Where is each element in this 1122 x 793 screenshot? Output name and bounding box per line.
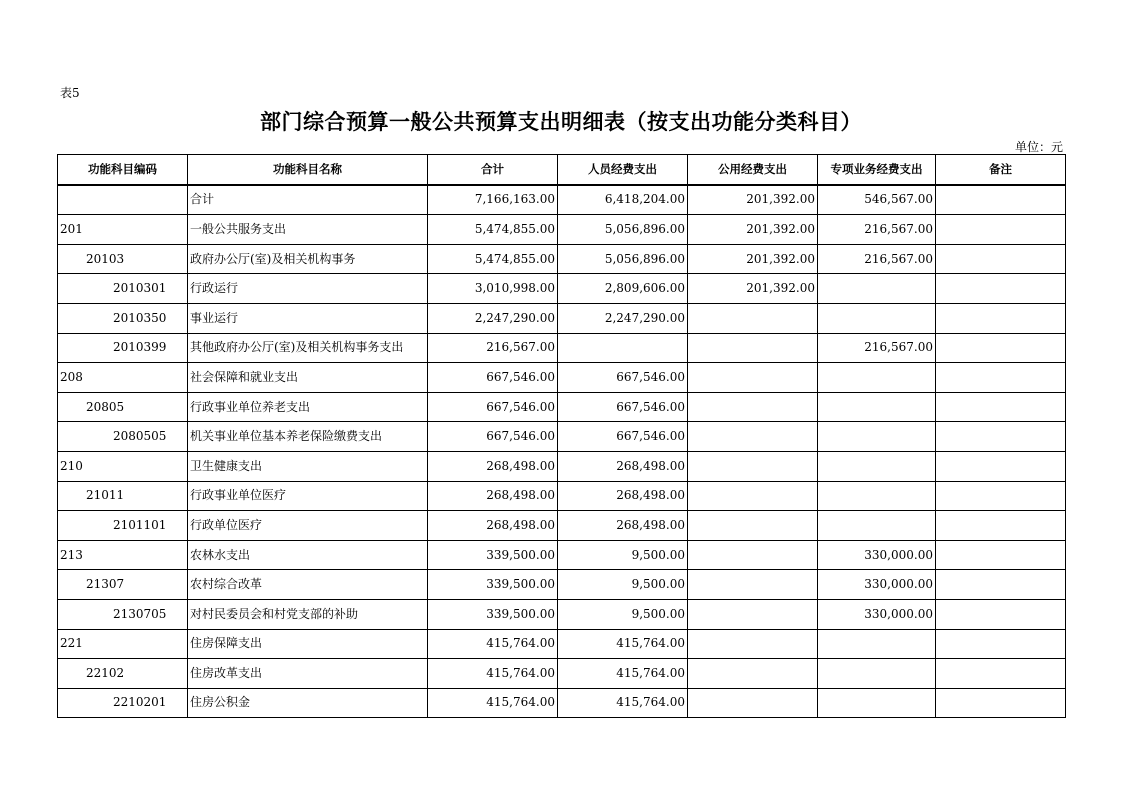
cell-remark (936, 215, 1066, 245)
cell-public (688, 333, 818, 363)
cell-personnel: 667,546.00 (558, 392, 688, 422)
cell-total: 5,474,855.00 (428, 215, 558, 245)
cell-name: 住房改革支出 (188, 659, 428, 689)
header-public: 公用经费支出 (688, 155, 818, 185)
cell-personnel: 667,546.00 (558, 363, 688, 393)
cell-personnel: 667,546.00 (558, 422, 688, 452)
cell-remark (936, 333, 1066, 363)
table-row (58, 570, 1066, 600)
cell-public: 201,392.00 (688, 274, 818, 304)
cell-total: 216,567.00 (428, 333, 558, 363)
cell-remark (936, 540, 1066, 570)
table-row (58, 688, 1066, 718)
cell-remark (936, 481, 1066, 511)
cell-special (818, 422, 936, 452)
cell-name: 行政事业单位医疗 (188, 481, 428, 511)
cell-personnel: 415,764.00 (558, 629, 688, 659)
cell-total: 339,500.00 (428, 540, 558, 570)
cell-code: 21011 (58, 481, 188, 511)
cell-special (818, 511, 936, 541)
cell-code: 2210201 (58, 688, 188, 718)
table-row (58, 363, 1066, 393)
header-code: 功能科目编码 (58, 155, 188, 185)
cell-remark (936, 392, 1066, 422)
cell-remark (936, 244, 1066, 274)
cell-personnel: 268,498.00 (558, 451, 688, 481)
cell-remark (936, 659, 1066, 689)
table-row (58, 274, 1066, 304)
cell-total: 268,498.00 (428, 511, 558, 541)
table-row (58, 629, 1066, 659)
cell-code: 2130705 (58, 599, 188, 629)
cell-code: 210 (58, 451, 188, 481)
unit-label: 单位：元 (1014, 140, 1063, 154)
cell-total: 415,764.00 (428, 688, 558, 718)
cell-total: 667,546.00 (428, 363, 558, 393)
cell-public (688, 511, 818, 541)
cell-special: 330,000.00 (818, 540, 936, 570)
cell-public (688, 481, 818, 511)
table-header-row (58, 155, 1066, 185)
cell-name: 机关事业单位基本养老保险缴费支出 (188, 422, 428, 452)
cell-name: 住房保障支出 (188, 629, 428, 659)
cell-personnel: 415,764.00 (558, 659, 688, 689)
cell-public: 201,392.00 (688, 185, 818, 215)
budget-detail-table (57, 154, 1066, 718)
cell-total: 7,166,163.00 (428, 185, 558, 215)
table-row (58, 244, 1066, 274)
header-remark: 备注 (936, 155, 1066, 185)
cell-name: 一般公共服务支出 (188, 215, 428, 245)
cell-special: 546,567.00 (818, 185, 936, 215)
cell-total: 667,546.00 (428, 392, 558, 422)
cell-remark (936, 185, 1066, 215)
cell-personnel: 5,056,896.00 (558, 244, 688, 274)
cell-code: 201 (58, 215, 188, 245)
cell-personnel: 9,500.00 (558, 540, 688, 570)
cell-personnel: 9,500.00 (558, 599, 688, 629)
cell-remark (936, 511, 1066, 541)
cell-code: 2080505 (58, 422, 188, 452)
cell-code: 213 (58, 540, 188, 570)
cell-remark (936, 422, 1066, 452)
table-row (58, 511, 1066, 541)
cell-public (688, 570, 818, 600)
cell-name: 事业运行 (188, 303, 428, 333)
cell-name: 合计 (188, 185, 428, 215)
cell-total: 268,498.00 (428, 451, 558, 481)
cell-code: 2010399 (58, 333, 188, 363)
table-row (58, 481, 1066, 511)
cell-remark (936, 570, 1066, 600)
table-row (58, 540, 1066, 570)
cell-remark (936, 688, 1066, 718)
cell-public (688, 392, 818, 422)
cell-personnel: 2,809,606.00 (558, 274, 688, 304)
cell-total: 339,500.00 (428, 599, 558, 629)
cell-code: 20805 (58, 392, 188, 422)
header-personnel: 人员经费支出 (558, 155, 688, 185)
cell-special: 216,567.00 (818, 333, 936, 363)
table-row (58, 659, 1066, 689)
cell-special (818, 274, 936, 304)
cell-total: 339,500.00 (428, 570, 558, 600)
cell-special (818, 363, 936, 393)
cell-public: 201,392.00 (688, 244, 818, 274)
table-number-label: 表5 (60, 86, 80, 100)
cell-code: 2010350 (58, 303, 188, 333)
cell-total: 5,474,855.00 (428, 244, 558, 274)
cell-total: 667,546.00 (428, 422, 558, 452)
page-title: 部门综合预算一般公共预算支出明细表（按支出功能分类科目） (260, 110, 862, 134)
cell-public (688, 303, 818, 333)
table-row (58, 333, 1066, 363)
cell-code: 2101101 (58, 511, 188, 541)
cell-personnel: 268,498.00 (558, 511, 688, 541)
cell-code: 22102 (58, 659, 188, 689)
cell-personnel (558, 333, 688, 363)
cell-special (818, 392, 936, 422)
cell-total: 268,498.00 (428, 481, 558, 511)
cell-public (688, 363, 818, 393)
cell-special (818, 629, 936, 659)
cell-code: 208 (58, 363, 188, 393)
cell-special (818, 481, 936, 511)
header-special: 专项业务经费支出 (818, 155, 936, 185)
cell-code: 2010301 (58, 274, 188, 304)
cell-personnel: 2,247,290.00 (558, 303, 688, 333)
cell-remark (936, 363, 1066, 393)
cell-personnel: 6,418,204.00 (558, 185, 688, 215)
cell-name: 其他政府办公厅(室)及相关机构事务支出 (188, 333, 428, 363)
cell-special: 330,000.00 (818, 599, 936, 629)
cell-name: 住房公积金 (188, 688, 428, 718)
cell-special: 216,567.00 (818, 244, 936, 274)
cell-name: 行政运行 (188, 274, 428, 304)
cell-public (688, 659, 818, 689)
cell-code: 21307 (58, 570, 188, 600)
cell-public (688, 599, 818, 629)
cell-public (688, 422, 818, 452)
cell-special (818, 688, 936, 718)
table-row (58, 215, 1066, 245)
cell-name: 农村综合改革 (188, 570, 428, 600)
cell-public: 201,392.00 (688, 215, 818, 245)
table-row (58, 392, 1066, 422)
cell-name: 农林水支出 (188, 540, 428, 570)
cell-personnel: 5,056,896.00 (558, 215, 688, 245)
cell-remark (936, 303, 1066, 333)
cell-total: 2,247,290.00 (428, 303, 558, 333)
cell-personnel: 415,764.00 (558, 688, 688, 718)
table-row (58, 451, 1066, 481)
cell-personnel: 9,500.00 (558, 570, 688, 600)
cell-special (818, 659, 936, 689)
table-row (58, 185, 1066, 215)
cell-public (688, 451, 818, 481)
cell-remark (936, 274, 1066, 304)
cell-special (818, 451, 936, 481)
cell-public (688, 629, 818, 659)
cell-total: 415,764.00 (428, 629, 558, 659)
cell-code: 20103 (58, 244, 188, 274)
cell-name: 对村民委员会和村党支部的补助 (188, 599, 428, 629)
cell-public (688, 540, 818, 570)
cell-remark (936, 599, 1066, 629)
cell-name: 行政事业单位养老支出 (188, 392, 428, 422)
cell-remark (936, 451, 1066, 481)
table-row (58, 599, 1066, 629)
cell-name: 卫生健康支出 (188, 451, 428, 481)
cell-total: 415,764.00 (428, 659, 558, 689)
cell-special (818, 303, 936, 333)
header-total: 合计 (428, 155, 558, 185)
cell-public (688, 688, 818, 718)
cell-name: 社会保障和就业支出 (188, 363, 428, 393)
table-row (58, 422, 1066, 452)
cell-personnel: 268,498.00 (558, 481, 688, 511)
cell-special: 330,000.00 (818, 570, 936, 600)
table-row (58, 303, 1066, 333)
cell-total: 3,010,998.00 (428, 274, 558, 304)
cell-name: 行政单位医疗 (188, 511, 428, 541)
cell-code: 221 (58, 629, 188, 659)
header-name: 功能科目名称 (188, 155, 428, 185)
cell-name: 政府办公厅(室)及相关机构事务 (188, 244, 428, 274)
cell-special: 216,567.00 (818, 215, 936, 245)
cell-code (58, 185, 188, 215)
cell-remark (936, 629, 1066, 659)
